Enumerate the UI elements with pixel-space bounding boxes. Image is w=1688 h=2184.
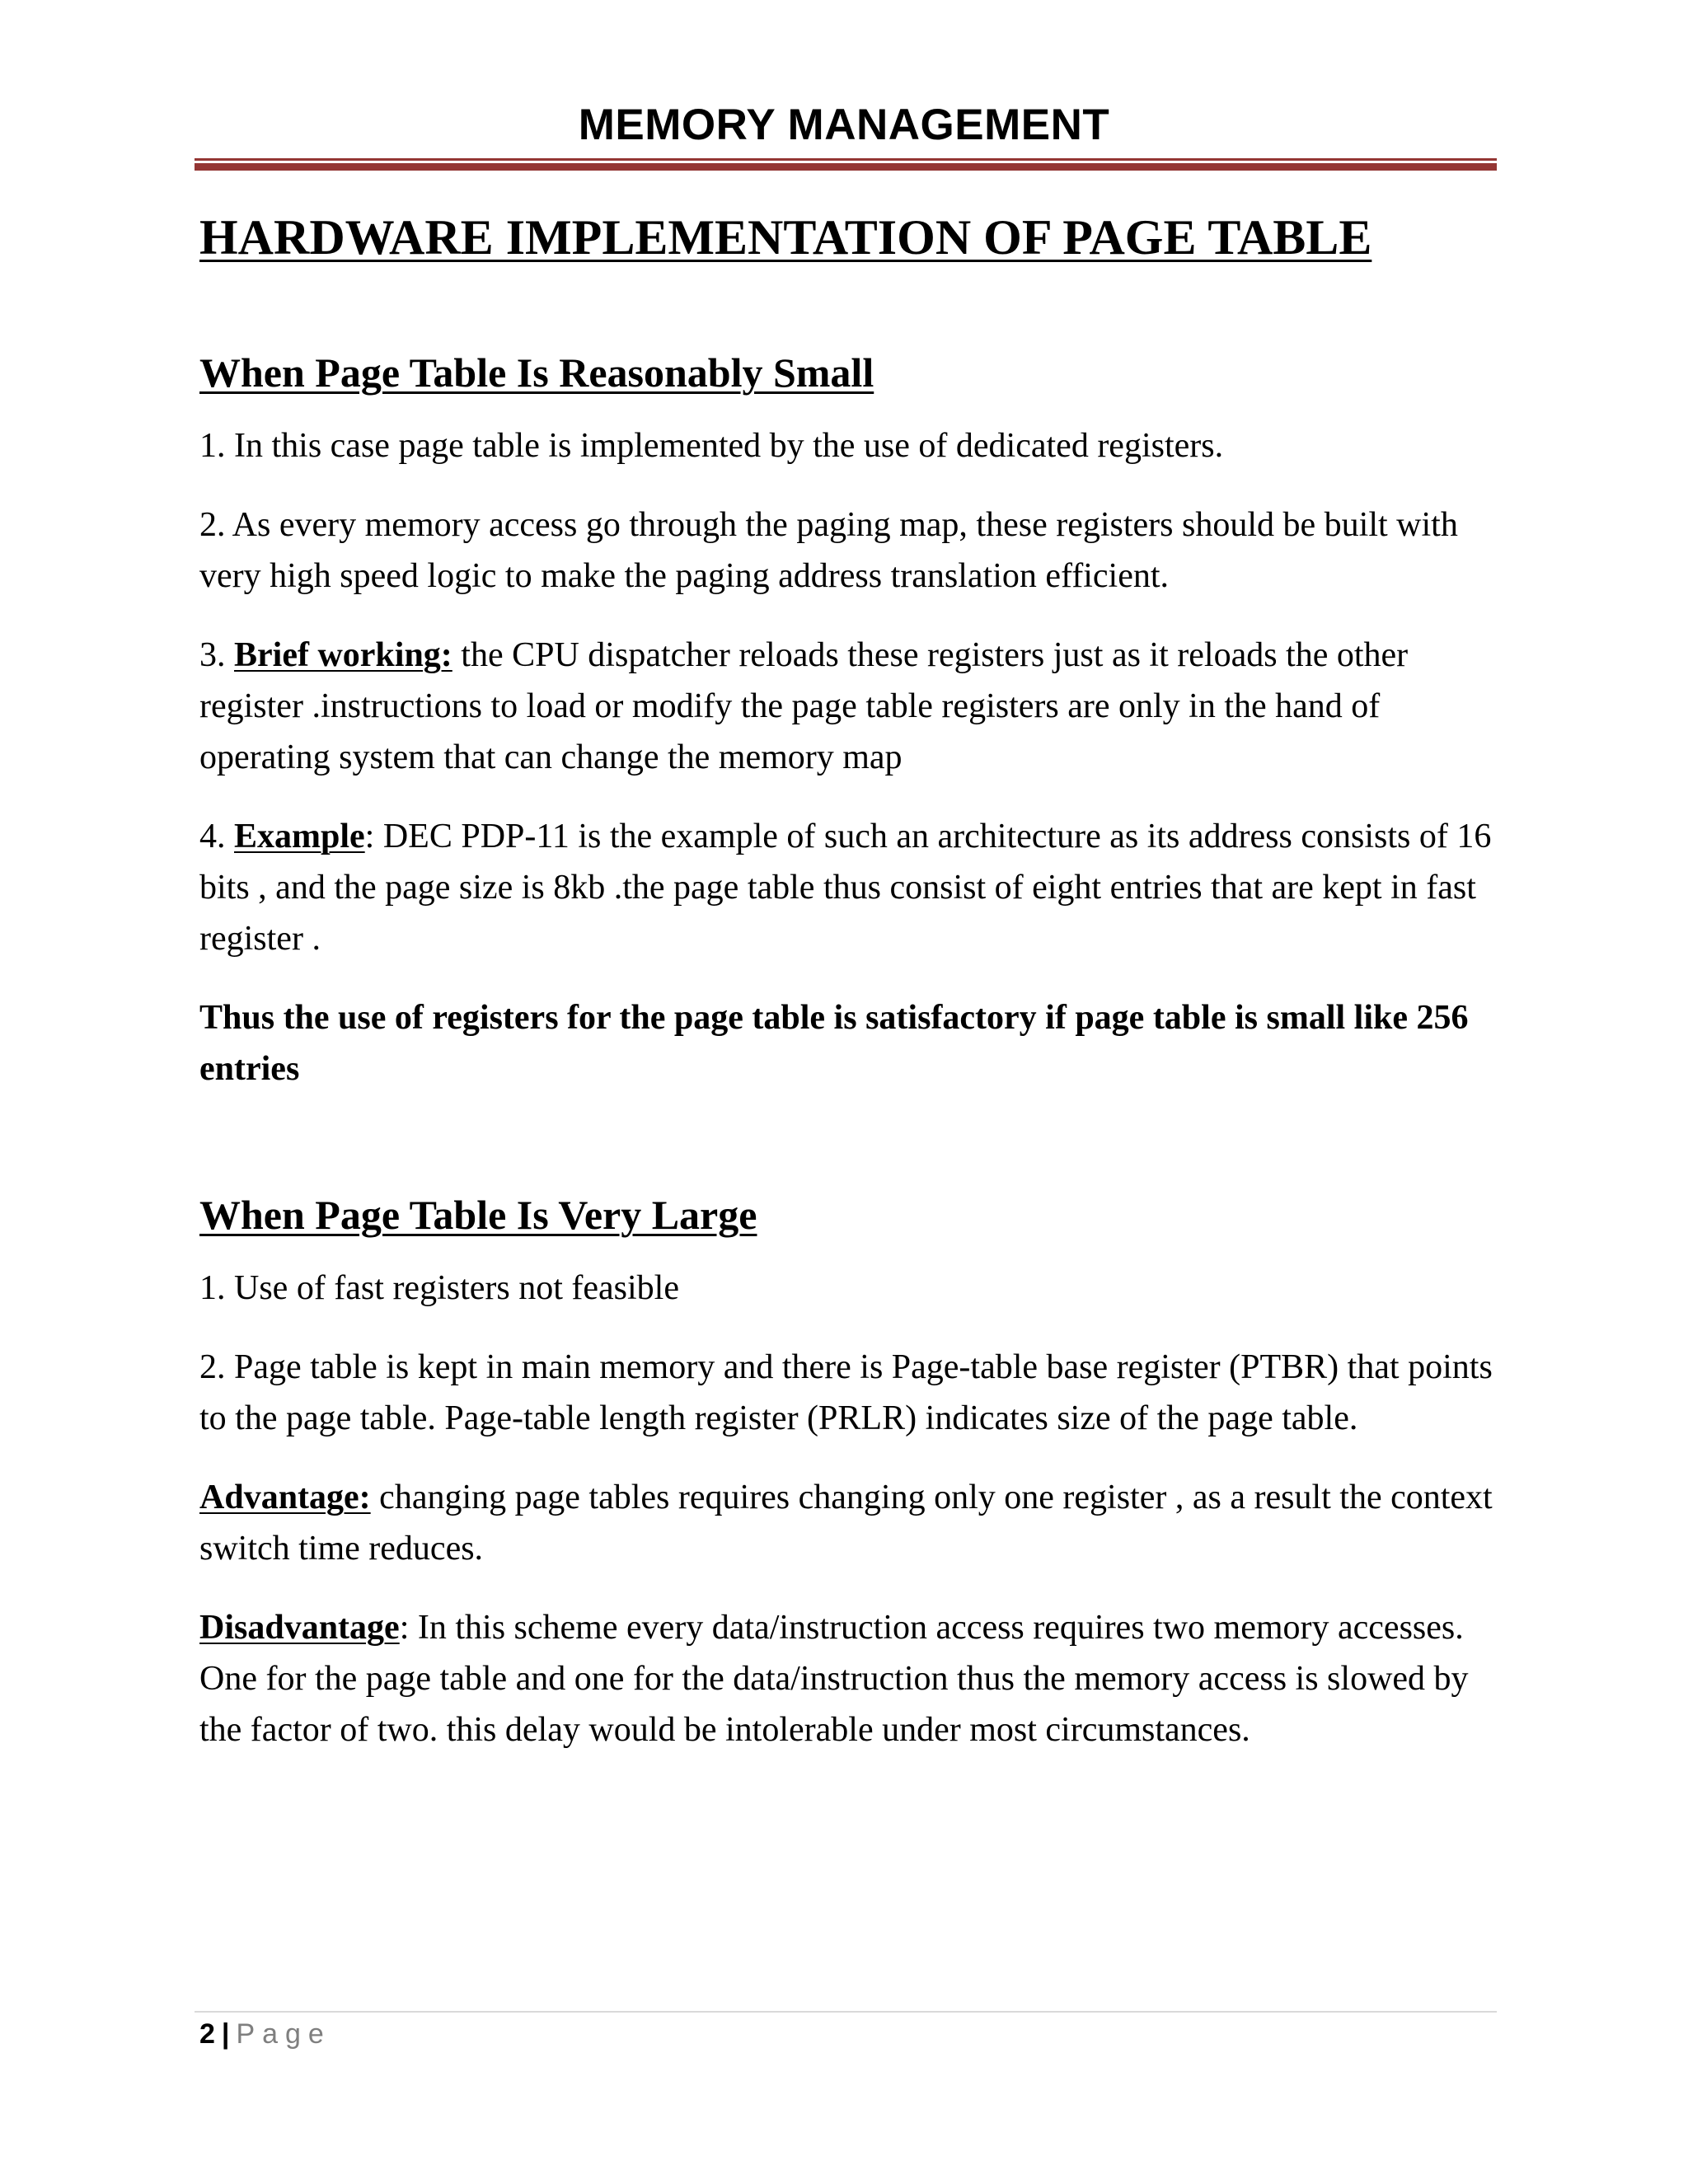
document-title: HARDWARE IMPLEMENTATION OF PAGE TABLE xyxy=(199,210,1372,265)
advantage-paragraph xyxy=(199,1472,1498,1574)
header-rule-thin xyxy=(195,158,1497,161)
brief-working-label: Brief working: xyxy=(234,636,452,674)
disadvantage-paragraph xyxy=(199,1602,1498,1755)
small-table-point-2: 2. As every memory access go through the paging map, these registers should be built with very high speed logic to make the paging address translation efficient. xyxy=(199,506,1458,595)
header-rule-thick xyxy=(195,163,1497,171)
disadvantage-label: Disadvantage xyxy=(199,1609,400,1647)
page-number: 2 xyxy=(199,2018,215,2050)
small-table-point-1: 1. In this case page table is implemented by the use of dedicated registers. xyxy=(199,427,1224,465)
page-footer xyxy=(199,2016,331,2052)
footer-rule xyxy=(195,2011,1497,2013)
advantage-label: Advantage: xyxy=(199,1479,371,1516)
brief-working-text: the CPU dispatcher reloads these registers just as it reloads the other register .instructions to load or modify the page table registers are only in the hand of operating system that can change the memory map xyxy=(199,636,1409,776)
point-number: 3. xyxy=(199,636,234,674)
large-table-point-2: 2. Page table is kept in main memory and there is Page-table base register (PTBR) that points to the page table. Page-table length register (PRLR) indicates size of the page table. xyxy=(199,1348,1493,1437)
small-table-conclusion: Thus the use of registers for the page table is satisfactory if page table is small like 256 entries xyxy=(199,999,1469,1088)
example-text: : DEC PDP-11 is the example of such an architecture as its address consists of 16 bits , and the page size is 8kb .the page table thus consist of eight entries that are kept in fast register . xyxy=(199,818,1492,958)
disadvantage-text: : In this scheme every data/instruction access requires two memory accesses. One for the page table and one for the data/instruction thus the memory access is slowed by the factor of two. this delay would be intolerable under most circumstances. xyxy=(199,1609,1469,1749)
section-heading-large-table: When Page Table Is Very Large xyxy=(199,1192,757,1238)
small-table-point-3 xyxy=(199,630,1498,783)
small-table-point-4 xyxy=(199,811,1498,964)
example-label: Example xyxy=(234,818,365,855)
advantage-text: changing page tables requires changing only one register , as a result the context switch time reduces. xyxy=(199,1479,1493,1568)
page-header-title: MEMORY MANAGEMENT xyxy=(578,101,1110,149)
point-number: 4. xyxy=(199,818,234,855)
large-table-point-1: 1. Use of fast registers not feasible xyxy=(199,1269,679,1307)
page-separator: | xyxy=(221,2018,230,2050)
page-label: Page xyxy=(236,2018,331,2050)
section-heading-small-table: When Page Table Is Reasonably Small xyxy=(199,349,874,396)
document-body xyxy=(199,208,1498,1755)
